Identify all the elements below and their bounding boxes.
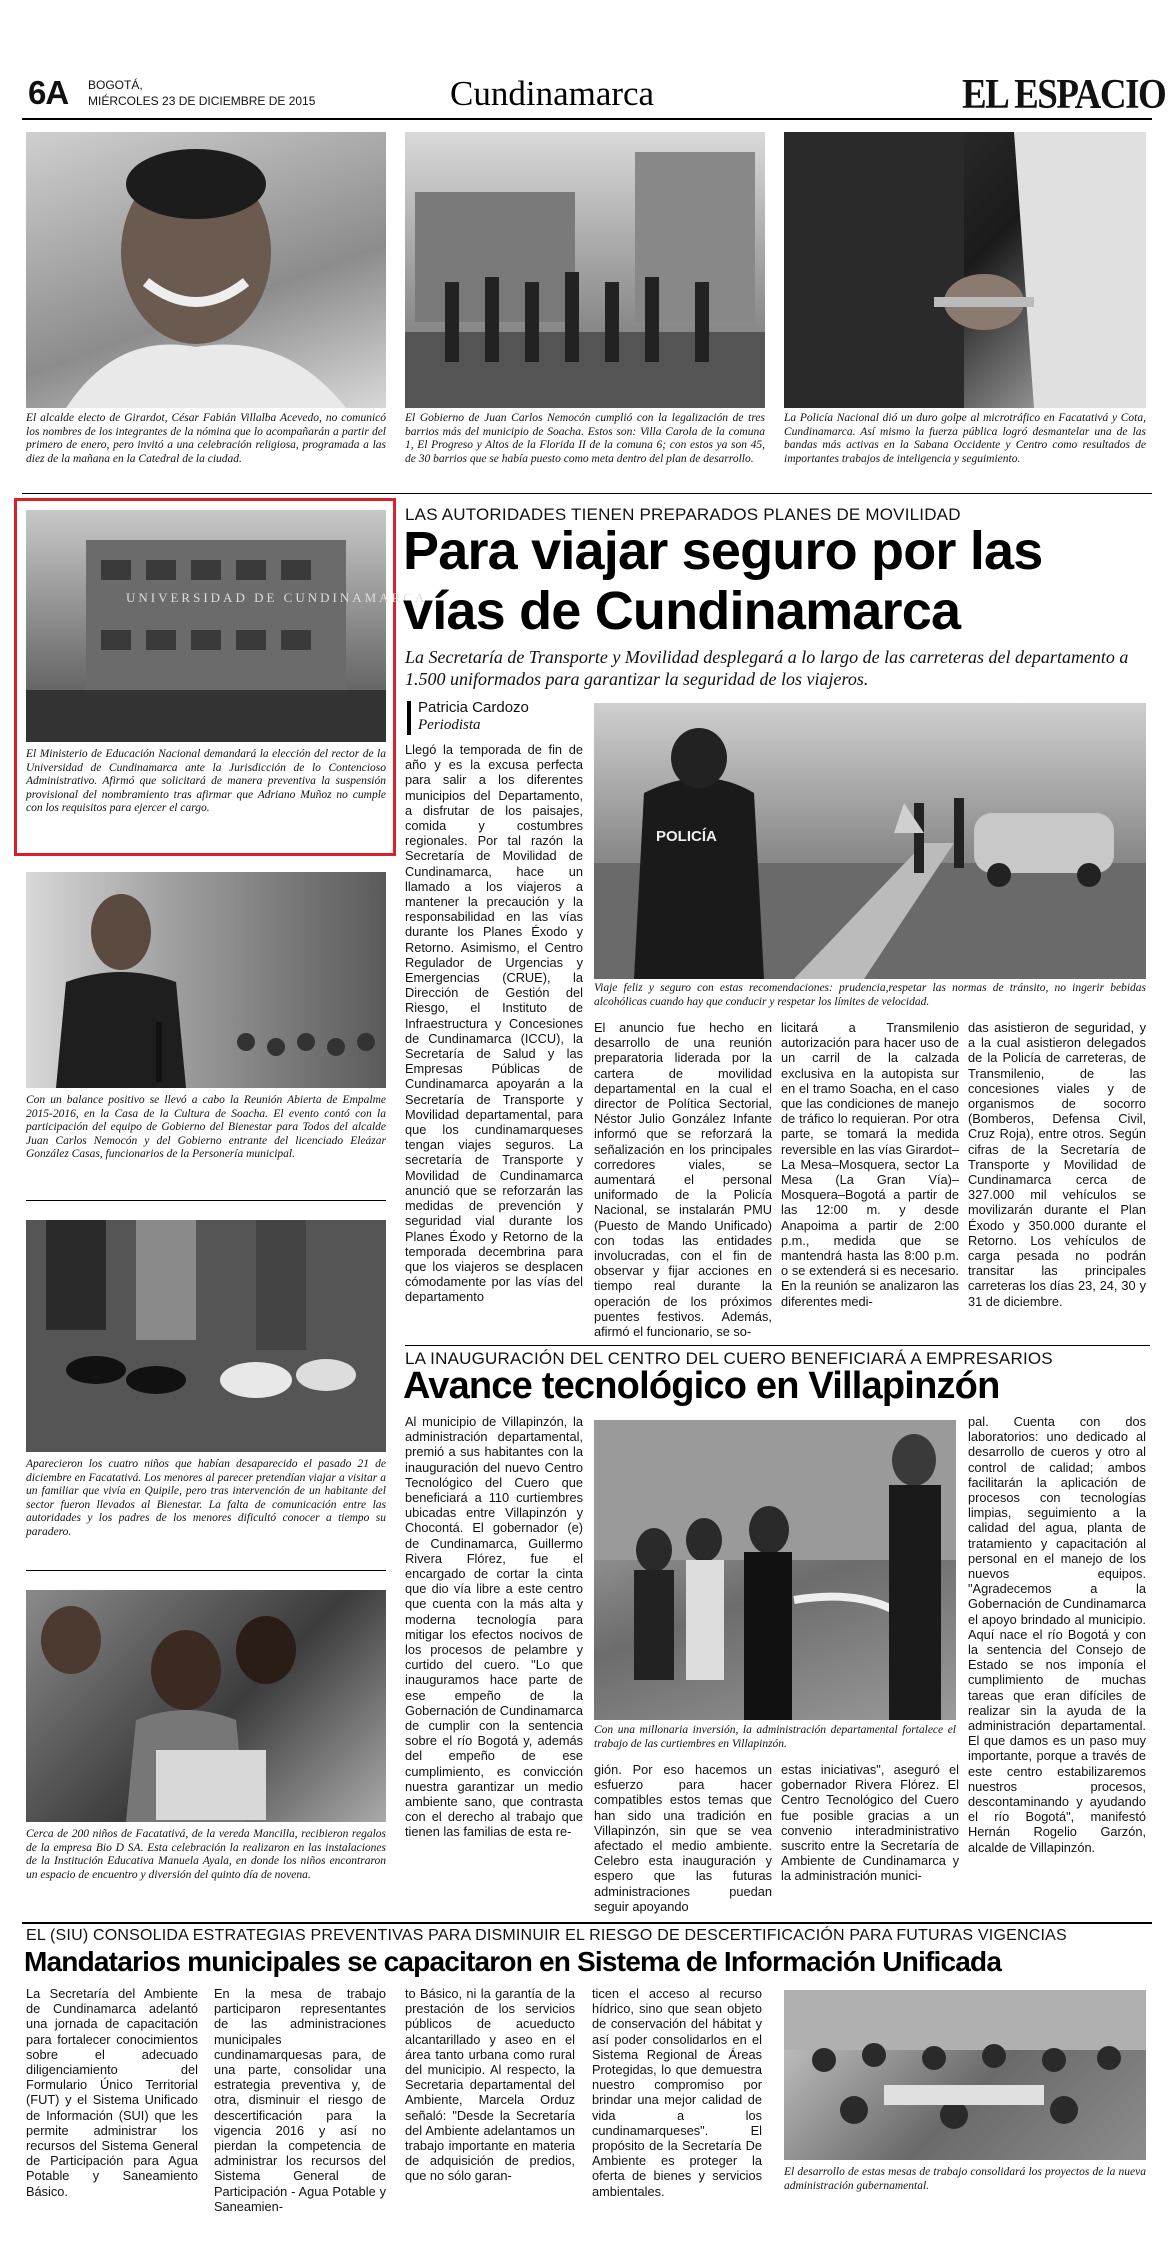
article3-column-2: En la mesa de trabajo participaron representantes de las administraciones municipales cundinamarquesas para, de una parte, consolidar una estrategia preventiva y, de otra, disminuir el riesgo de descertificación para la vigencia 2016 y así no pierdan la competencia de administrar los recursos del Sistema General de Participación - Agua Potable y Saneamien- [214, 1986, 386, 2214]
article2-kicker: LA INAUGURACIÓN DEL CENTRO DEL CUERO BENEFICIARÁ A EMPRESARIOS [405, 1349, 1053, 1368]
article1-author-role: Periodista [418, 717, 481, 733]
photo-missing-children [26, 1220, 386, 1452]
university-sign-text: UNIVERSIDAD DE CUNDINAMARCA [126, 590, 428, 605]
photo-soacha-neighborhoods [405, 132, 765, 408]
article2-column-3: estas iniciativas", aseguró el gobernador Rivera Flórez. El Centro Tecnológico del Cuero fue posible gracias a un convenio interadministrativo suscrito entre la Secretaría de Ambiente de Cundinamarca y la administración munici- [781, 1762, 959, 1884]
photo-leather-center-inauguration [594, 1420, 956, 1720]
byline-bar [407, 701, 411, 735]
article1-column-2: El anuncio fue hecho en desarrollo de una reunión preparatoria liderada por la cartera de movilidad departamental en la cual el director de Política Sectorial, Néstor Julio González Infante informó que se reforzará la señalización en los principales corredores viales, se aumentará el personal uniformado de la Policía Nacional, se instalarán PMU (Puesto de Mando Unificado) con todas las entidades involucradas, con el fin de observar y fijar acciones en tiempo real durante la operación de los próximos puentes festivos. Además, afirmó el funcionario, se so- [594, 1020, 772, 1340]
masthead-logo: EL ESPACIO [962, 71, 1166, 119]
caption-children-gifts: Cerca de 200 niños de Facatativá, de la vereda Mancilla, recibieron regalos de la empresa Bio D SA. Esta celebración la realizaron en las instalaciones de la Institución Educativa Manuela Ayala, en donde los niños encontraron un espacio de encuentro y diversión del quinto día de novena. [26, 1828, 386, 1881]
caption-leather-center: Con una millonaria inversión, la administración departamental fortalece el trabajo de las curtiembres en Villapinzón. [594, 1724, 956, 1750]
article2-headline: Avance tecnológico en Villapinzón [403, 1365, 1000, 1407]
caption-missing-children: Aparecieron los cuatro niños que habían desaparecido el pasado 21 de diciembre en Facatativá. Los menores al parecer pretendían viajar a visitar a un familiar que vivía en Quipile, pero tras intervención de un habitante del sector fueron llevados al Bienestar. La falta de comunicación entre las autoridades y los padres de los menores dificultó conocer a tiempo su paradero. [26, 1458, 386, 1538]
article1-column-4: das asistieron de seguridad, y a la cual asistieron delegados de la Policía de carreteras, de Transmilenio, de las concesiones viales y de organismos de socorro (Bomberos, Defensa Civil, Cruz Roja), entre otros. Según cifras de la Secretaría de Transporte y Movilidad de Cundinamarca cerca de 327.000 mil vehículos se movilizarán durante el Plan Éxodo y 350.000 durante el Retorno. Los vehículos de carga pesada no podrán transitar las principales carreteras los días 23, 24, 30 y 31 de diciembre. [968, 1020, 1146, 1309]
header-rule [22, 118, 1152, 120]
photo-children-gifts [26, 1590, 386, 1822]
photo-university-building [26, 510, 428, 742]
caption-training-session: El desarrollo de estas mesas de trabajo consolidará los proyectos de la nueva administración gubernamental. [784, 2166, 1146, 2192]
caption-soacha-meeting: Con un balance positivo se llevó a cabo la Reunión Abierta de Empalme 2015-2016, en la Casa de la Cultura de Soacha. El evento contó con la participación del equipo de Gobierno del Bienestar para Todos del alcalde Juan Carlos Nemocón y del Gobierno entrante del licenciado Eleázar González Casas, funcionarios de la Personería municipal. [26, 1094, 386, 1161]
caption-soacha-neighborhoods: El Gobierno de Juan Carlos Nemocón cumplió con la legalización de tres barrios más del municipio de Soacha. Estos son: Villa Carola de la comuna 1, El Progreso y Altos de la Florida II de la comuna 6; con estos ya son 45, de 30 barrios que se había puesto como meta dentro del plan de desarrollo. [405, 412, 765, 465]
caption-police-arrest: La Policía Nacional dió un duro golpe al microtráfico en Facatativá y Cota, Cundinamarca. Así mismo la fuerza pública logró desmantelar una de las bandas más activas en la Sabana Occidente y Centro como resultados de importantes trabajos de inteligencia y seguimiento. [784, 412, 1146, 465]
article1-bottom-rule [405, 1345, 1150, 1346]
photo-training-session [784, 1990, 1146, 2160]
section-title: Cundinamarca [450, 74, 655, 113]
sidebar-rule-1 [26, 1200, 386, 1201]
top-section-rule [22, 493, 1152, 494]
article1-kicker: LAS AUTORIDADES TIENEN PREPARADOS PLANES DE MOVILIDAD [405, 505, 961, 524]
article3-column-4: ticen el acceso al recurso hídrico, sino que sean objeto de conservación del hábitat y así poder consolidarlos en el Sistema Regional de Áreas Protegidas, lo que demuestra nuestro compromiso por brindar una mejor calidad de vida a los cundinamarqueses". El propósito de la Secretaría De Ambiente es proteger la oferta de bienes y servicios ambientales. [592, 1986, 762, 2199]
photo-police-arrest [784, 132, 1146, 408]
article3-column-3: to Básico, ni la garantía de la prestación de los servicios públicos de acueducto alcantarillado y aseo en el área tanto urbana como rural del municipio. Al respecto, la Secretaria departamental del Ambiente, Marcela Orduz señaló: "Desde la Secretaría del Ambiente adelantamos un trabajo importante en materia de adquisición de predios, que no sólo garan- [405, 1986, 575, 2184]
caption-university: El Ministerio de Educación Nacional demandará la elección del rector de la Universidad de Cundinamarca ante la Jurisdicción de lo Contencioso Administrativo. Afirmó que solicitará de manera preventiva la suspensión provisional del nombramiento tras afirmar que Adriano Muñoz no cumple con los requisitos para ejercer el cargo. [26, 748, 386, 815]
caption-police-checkpoint: Viaje feliz y seguro con estas recomendaciones: prudencia,respetar las normas de tránsito, no ingerir bebidas alcohólicas cuando hay que conducir y respetar los límites de velocidad. [594, 982, 1146, 1008]
article3-column-1: La Secretaría del Ambiente de Cundinamarca adelantó una jornada de capacitación para fortalecer conocimientos sobre el adecuado diligenciamiento del Formulario Único Territorial (FUT) y el Sistema Unificado de Información (SUI) que les permite administrar los recursos del Sistema General de Participación para Agua Potable y Saneamiento Básico. [26, 1986, 198, 2199]
article1-headline-line1: Para viajar seguro por las [403, 521, 1043, 581]
article1-column-1: Llegó la temporada de fin de año y es la excusa perfecta para salir a los diferentes municipios del Departamento, a disfrutar de los paisajes, comida y costumbres regionales. Por tal razón la Secretaría de Movilidad de Cundinamarca, hace un llamado a los viajeros a mantener la precaución y la responsabilidad en las vías durante los Planes Éxodo y Retorno. Asimismo, el Centro Regulador de Urgencias y Emergencias (CRUE), la Dirección de Gestión del Riesgo, el Instituto de Infraestructura y Concesiones de Cundinamarca (ICCU), la Secretaría de Salud y las Empresas Públicas de Cundinamarca apoyarán a la Secretaría de Transporte y Movilidad departamental, para que los cundinamarqueses tengan viajes seguros. La secretaría de Transporte y Movilidad de Cundinamarca anunció que se reforzarán las medidas de prevención y seguridad vial durante los Planes Éxodo y Retorno de la temporada decembrina para que los viajeros se desplacen cómodamente por las vías del departamento [405, 742, 583, 1305]
article1-deck: La Secretaría de Transporte y Movilidad desplegará a lo largo de las carreteras del departamento a 1.500 uniformados para garantizar la seguridad de los viajeros. [405, 647, 1129, 689]
article1-headline-line2: vías de Cundinamarca [403, 581, 961, 641]
article2-column-1: Al municipio de Villapinzón, la administración departamental, premió a sus habitantes con la inauguración del nuevo Centro Tecnológico del Cuero que beneficiará a 110 curtiembres ubicadas entre Villapinzón y Chocontá. El gobernador (e) de Cundinamarca, Guillermo Rivera Flórez, fue el encargado de cortar la cinta que dio vía libre a este centro que cuenta con la más alta y moderna tecnología para mitigar los efectos nocivos de los procesos de pelambre y curtido del cuero. "Lo que inauguramos hace parte de ese empeño de la Gobernación de Cundinamarca de cumplir con la sentencia sobre el río Bogotá y, además del empeño de ese cumplimiento, es convicción nuestra garantizar un medio ambiente sano, que contrasta con el derecho al trabajo que tienen las familias de esta re- [405, 1414, 583, 1840]
caption-mayor-girardot: El alcalde electo de Girardot, César Fabián Villalba Acevedo, no comunicó los nombres de los integrantes de la nómina que lo acompañarán a partir del primero de enero, pero invitó a una celebración religiosa, programada a las diez de la mañana en la Catedral de la ciudad. [26, 412, 386, 465]
article2-column-4: pal. Cuenta con dos laboratorios: uno dedicado al desarrollo de cueros y otro al control de calidad; ambos facilitarán la aplicación de procesos con tecnologías limpias, seguimiento a la calidad del agua, planta de tratamiento y capacitación al personal en el manejo de los nuevos equipos. "Agradecemos a la Gobernación de Cundinamarca el apoyo brindado al municipio. Aquí nace el río Bogotá y con la sentencia del Consejo de Estado se nos imponía el cumplimiento de muchas tareas que eran difíciles de realizar sin la ayuda de la administración departamental. El que damos es un paso muy importante, porque a través de este centro estabilizaremos nuestros procesos, descontaminando y ayudando el río Bogotá", manifestó Hernán Rogelio Garzón, alcalde de Villapinzón. [968, 1414, 1146, 1855]
photo-soacha-meeting [26, 872, 386, 1088]
photo-mayor-girardot [26, 132, 386, 408]
photo-police-checkpoint [594, 703, 1146, 979]
police-vest-label: POLICÍA [656, 828, 717, 845]
header-city: BOGOTÁ, [88, 78, 143, 92]
header-date: MIÉRCOLES 23 DE DICIEMBRE DE 2015 [88, 94, 316, 108]
article1-author: Patricia Cardozo [418, 699, 529, 716]
page-number: 6A [28, 74, 69, 111]
sidebar-rule-2 [26, 1570, 386, 1571]
article3-kicker: EL (SIU) CONSOLIDA ESTRATEGIAS PREVENTIVAS PARA DISMINUIR EL RIESGO DE DESCERTIFICACIÓN PARA FUTURAS VIGENCIAS [26, 1927, 1067, 1944]
article1-column-3: licitará a Transmilenio autorización para hacer uso de un carril de la calzada exclusiva en la autopista sur en el tramo Soacha, en el caso que las condiciones de manejo de tráfico lo requieran. Por otra parte, se tomará la medida reversible en las vías Girardot–La Mesa–Mosquera, sector La Mesa (La Gran Vía)–Mosquera–Bogotá a partir de las 12:00 m. y desde Anapoima a partir de 2:00 p.m., medida que se mantendrá hasta las 8:00 p.m. o se extenderá si es necesario. En la reunión se analizaron las diferentes medi- [781, 1020, 959, 1309]
article3-headline: Mandatarios municipales se capacitaron en Sistema de Información Unificada [24, 1946, 1002, 1977]
article2-column-2: gión. Por eso hacemos un esfuerzo para hacer compatibles estos temas que han sido una tradición en Villapinzón, sin que se vea afectado el medio ambiente. Celebro esta inauguración y espero que las futuras administraciones puedan seguir apoyando [594, 1762, 772, 1914]
article2-bottom-rule [22, 1922, 1152, 1924]
